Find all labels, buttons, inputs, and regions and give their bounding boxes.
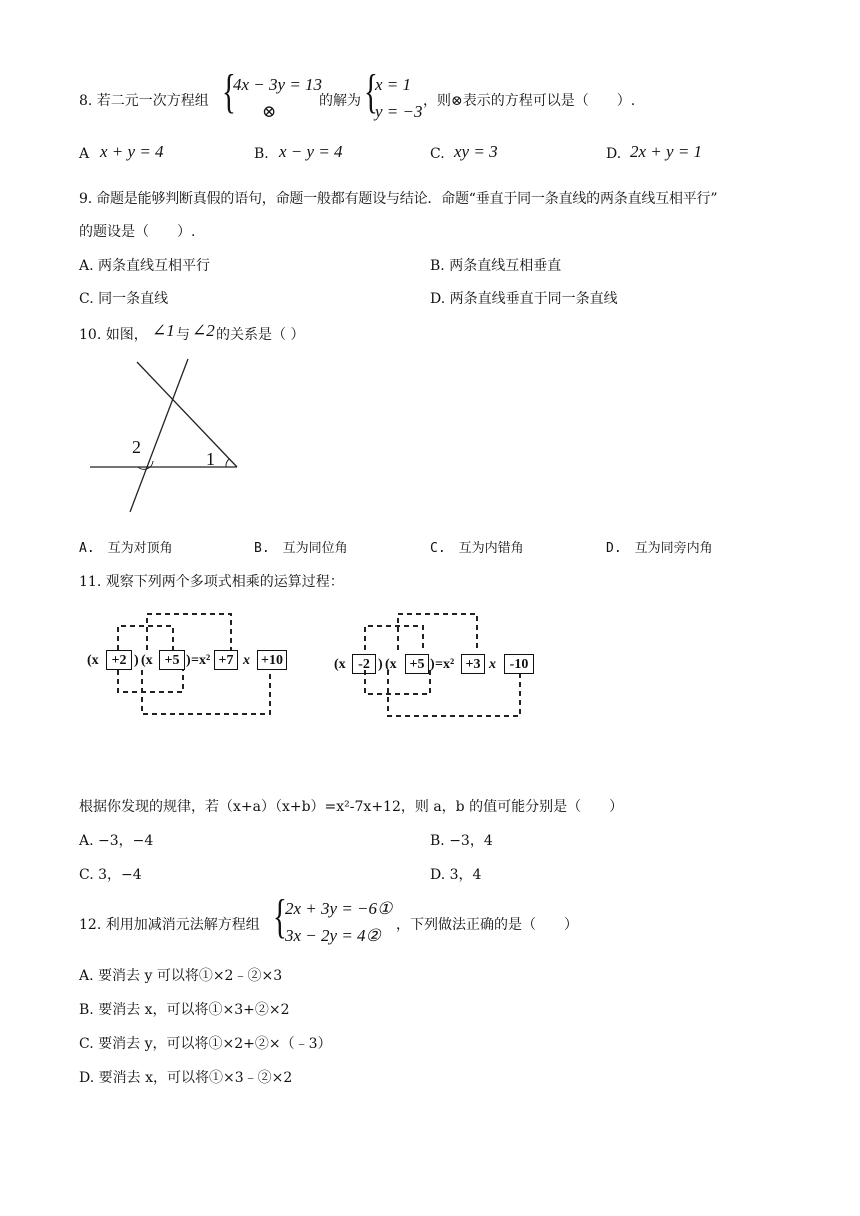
q11-d2-box-4: -10 — [504, 654, 534, 674]
q9-option-d[interactable]: D. 两条直线垂直于同一条直线 — [430, 291, 618, 307]
q11-d1-equals-x-squared: =x² — [191, 653, 211, 668]
q8-suffix: ，则⊗表示的方程可以是（ ）. — [423, 93, 636, 109]
diagonal-line-left — [137, 362, 237, 467]
q11-d2-box-1: -2 — [352, 654, 376, 674]
q10-prefix: 10. 如图， — [79, 327, 148, 343]
q11-question: 根据你发现的规律，若（x+a）（x+b）=x²-7x+12，则 a，b 的值可能分别是（ ） — [79, 799, 624, 815]
q10-angle-1: ∠1 — [152, 321, 175, 340]
q10-option-b[interactable]: B. 互为同位角 — [254, 541, 348, 556]
q8-option-c-label: C. — [430, 146, 445, 162]
q9-stem-line-2: 的题设是（ ）. — [79, 224, 196, 240]
q8-prefix: 8. 若二元一次方程组 — [79, 93, 209, 109]
q10-joiner: 与 — [176, 327, 190, 343]
q8-option-d-text: 2x + y = 1 — [630, 142, 703, 161]
q8-otimes-symbol: ⊗ — [262, 102, 277, 122]
q11-option-c[interactable]: C. 3，−4 — [79, 867, 142, 883]
q11-d1-close-1: ) — [134, 653, 139, 668]
diagonal-line-right — [130, 359, 188, 512]
angle-1-arc — [226, 459, 229, 467]
q11-d2-open-1: (x — [334, 657, 346, 672]
q9-option-a[interactable]: A. 两条直线互相平行 — [79, 258, 211, 274]
q10-option-a[interactable]: A. 互为对顶角 — [79, 541, 173, 556]
q11-d1-close-2: ) — [186, 653, 191, 668]
q11-d1-x: x — [243, 653, 250, 668]
q12-system-brace: { — [273, 890, 287, 943]
q10-figure-label-2: 2 — [132, 437, 141, 457]
q12-option-c[interactable]: C. 要消去 y，可以将①×2+②×（﹣3） — [79, 1036, 332, 1052]
q8-option-b-text: x − y = 4 — [279, 142, 343, 161]
q11-d2-box-3: +3 — [461, 654, 485, 674]
q11-option-a[interactable]: A. −3，−4 — [79, 833, 154, 849]
q8-option-a-label: A — [79, 146, 90, 162]
q11-d2-equals-x-squared: =x² — [435, 657, 455, 672]
q10-suffix: 的关系是（ ） — [216, 327, 305, 343]
q12-option-a[interactable]: A. 要消去 y 可以将①×2﹣②×3 — [79, 968, 283, 984]
q11-d1-open-2: (x — [141, 653, 153, 668]
q10-option-d[interactable]: D. 互为同旁内角 — [606, 541, 713, 556]
q9-option-b[interactable]: B. 两条直线互相垂直 — [430, 258, 562, 274]
q12-prefix: 12. 利用加减消元法解方程组 — [79, 917, 260, 933]
q8-mid-text: 的解为 — [319, 93, 361, 109]
q12-equation-2: 3x − 2y = 4② — [285, 926, 381, 945]
q12-option-d[interactable]: D. 要消去 x，可以将①×3﹣②×2 — [79, 1070, 293, 1086]
q10-option-c[interactable]: C. 互为内错角 — [430, 541, 524, 556]
q11-stem: 11. 观察下列两个多项式相乘的运算过程： — [79, 574, 344, 590]
q11-d2-open-2: (x — [385, 657, 397, 672]
q11-d2-close-1: ) — [378, 657, 383, 672]
angle-2-arc — [138, 461, 153, 469]
q11-option-d[interactable]: D. 3，4 — [430, 867, 482, 883]
q8-solution-y: y = −3 — [375, 102, 423, 121]
q8-system-brace: { — [222, 65, 236, 118]
q11-d2-x: x — [489, 657, 496, 672]
q9-stem-line-1: 9. 命题是能够判断真假的语句，命题一般都有题设与结论．命题“垂直于同一条直线的两条直线互相平行” — [79, 191, 718, 207]
q11-d1-box-3: +7 — [214, 650, 238, 670]
q10-geometry-figure — [85, 356, 245, 516]
q11-d1-box-1: +2 — [106, 650, 132, 670]
q8-option-a-text: x + y = 4 — [100, 142, 164, 161]
q11-d1-open-1: (x — [87, 653, 99, 668]
q8-solution-x: x = 1 — [375, 75, 412, 94]
q8-solution-brace: { — [364, 65, 378, 118]
q8-option-c-text: xy = 3 — [454, 142, 498, 161]
q12-option-b[interactable]: B. 要消去 x，可以将①×3+②×2 — [79, 1002, 290, 1018]
q11-d2-box-2: +5 — [405, 654, 429, 674]
q8-equation-1: 4x − 3y = 13 — [233, 75, 323, 94]
q8-option-d-label: D. — [606, 146, 622, 162]
q10-figure-label-1: 1 — [206, 449, 215, 469]
q11-d2-close-2: ) — [430, 657, 435, 672]
q12-suffix: ，下列做法正确的是（ ） — [396, 917, 578, 933]
q12-equation-1: 2x + 3y = −6① — [285, 899, 393, 918]
q11-option-b[interactable]: B. −3，4 — [430, 833, 493, 849]
q11-d1-box-4: +10 — [257, 650, 287, 670]
q8-option-b-label: B. — [254, 146, 269, 162]
q10-angle-2: ∠2 — [192, 321, 215, 340]
q11-d1-box-2: +5 — [159, 650, 185, 670]
q9-option-c[interactable]: C. 同一条直线 — [79, 291, 169, 307]
